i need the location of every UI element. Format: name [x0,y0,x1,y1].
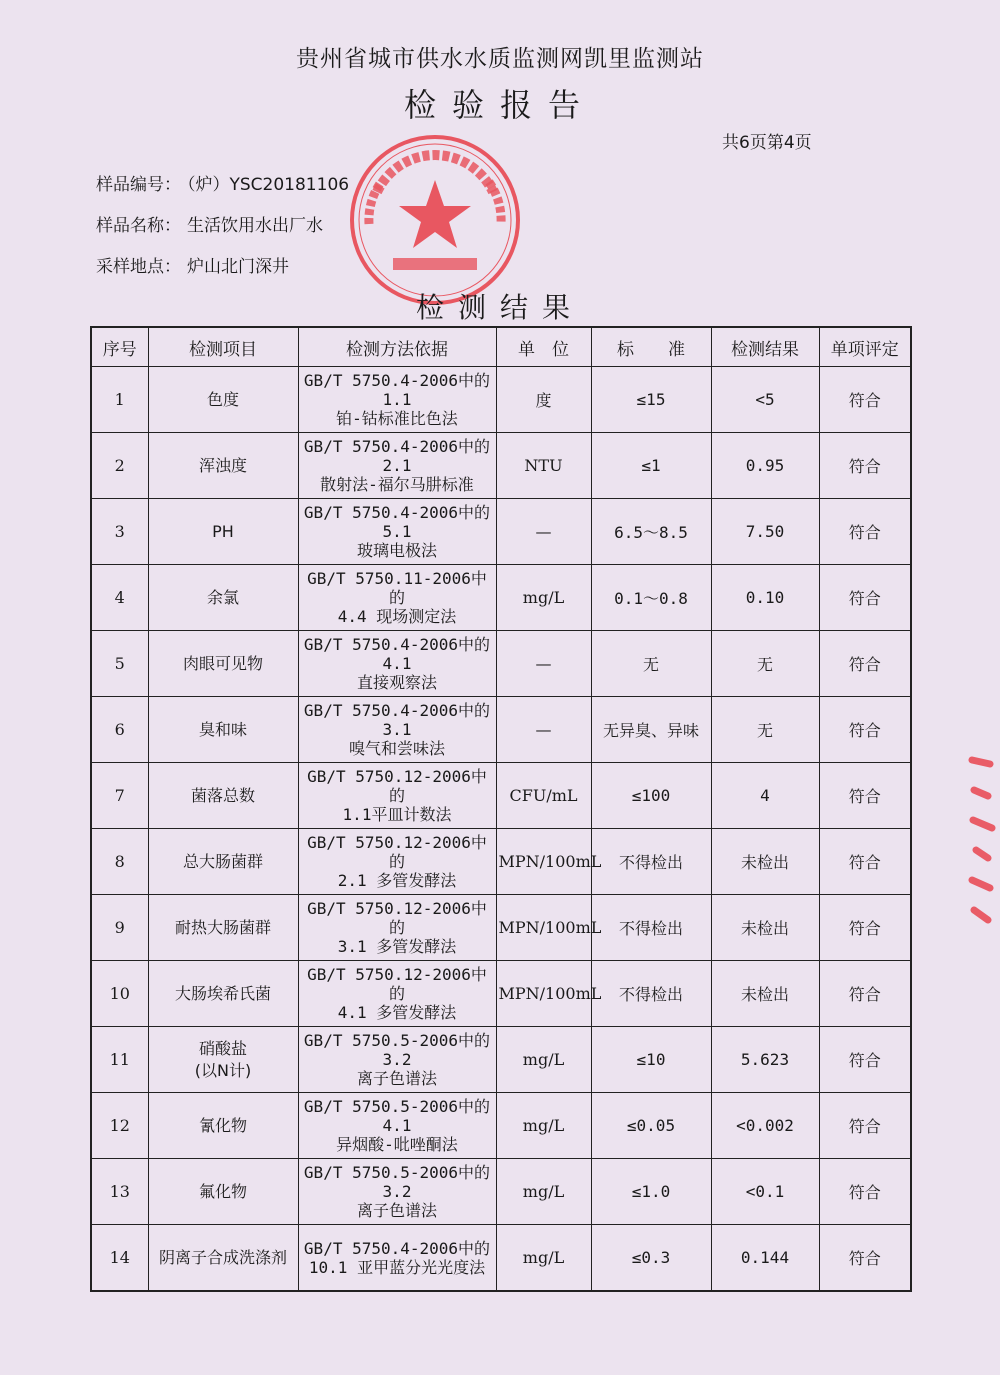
cell-result: 未检出 [711,895,819,961]
cell-method-line: GB/T 5750.11-2006中的 [307,569,487,607]
cell-unit: MPN/100mL [496,895,591,961]
cell-no: 3 [91,499,148,565]
cell-evaluation: 符合 [819,829,911,895]
cell-item [148,763,298,829]
col-header-unit: 单 位 [496,327,591,367]
cell-result: 无 [711,697,819,763]
cell-method [298,1027,496,1093]
cell-item-line: 臭和味 [198,719,247,739]
cell-result: <5 [711,367,819,433]
table-row [91,1093,911,1159]
cell-method [298,895,496,961]
cell-method-line: GB/T 5750.5-2006中的3.2 [303,1031,491,1069]
sample-location-value: 炉山北门深井 [187,257,289,277]
cell-item-line: 余氯 [206,587,239,607]
table-row [91,499,911,565]
cell-method [298,1159,496,1225]
cell-method-line: 4.1 多管发酵法 [337,1003,457,1022]
cell-evaluation: 符合 [819,1027,911,1093]
sample-id-line [96,170,349,195]
cell-standard: ≤1 [591,433,711,499]
cell-method-line: 嗅气和尝味法 [348,739,445,758]
cell-unit: 度 [496,367,591,433]
cell-item-line: (以N计) [194,1060,252,1080]
cell-item-line: 硝酸盐 [198,1038,247,1058]
cell-item [148,1093,298,1159]
sample-name-value: 生活饮用水出厂水 [187,216,323,236]
cell-standard: 无 [591,631,711,697]
cell-standard: 6.5～8.5 [591,499,711,565]
cell-item-line: 阴离子合成洗涤剂 [158,1247,287,1267]
cell-item [148,829,298,895]
cell-method [298,763,496,829]
cell-method-line: 3.1 多管发酵法 [337,937,457,956]
cell-evaluation: 符合 [819,961,911,1027]
cell-method-line: GB/T 5750.12-2006中的 [307,767,487,805]
cell-result: 4 [711,763,819,829]
cell-item-line: 氟化物 [198,1181,247,1201]
cell-method-line: GB/T 5750.12-2006中的 [307,899,487,937]
cell-item [148,367,298,433]
cell-method [298,1225,496,1292]
cell-standard: ≤10 [591,1027,711,1093]
table-row [91,1159,911,1225]
sample-location-line [96,252,289,277]
cell-item-line: PH [212,521,234,541]
cell-item [148,1159,298,1225]
sample-location-label: 采样地点： [96,257,181,277]
edge-stamp-icon [968,750,994,940]
cell-standard: ≤0.05 [591,1093,711,1159]
cell-item-line: 肉眼可见物 [182,653,263,673]
table-body [91,367,911,1292]
table-row [91,1225,911,1292]
cell-no: 9 [91,895,148,961]
cell-item [148,499,298,565]
cell-method-line: 4.4 现场测定法 [337,607,457,626]
cell-standard: ≤100 [591,763,711,829]
cell-method-line: 离子色谱法 [356,1069,437,1088]
cell-unit: mg/L [496,1225,591,1292]
cell-item [148,961,298,1027]
cell-method-line: GB/T 5750.4-2006中的4.1 [303,635,491,673]
cell-no: 11 [91,1027,148,1093]
col-header-evaluation: 单项评定 [819,327,911,367]
report-title: 检验报告 [403,86,596,124]
cell-method-line: 10.1 亚甲蓝分光光度法 [308,1257,486,1277]
cell-standard: ≤0.3 [591,1225,711,1292]
table-row [91,1027,911,1093]
results-table [90,326,912,1292]
cell-result: 未检出 [711,961,819,1027]
cell-method-line: GB/T 5750.12-2006中的 [307,965,487,1003]
col-header-standard: 标 准 [591,327,711,367]
cell-standard: ≤15 [591,367,711,433]
cell-method-line: 1.1平皿计数法 [342,805,452,824]
cell-method-line: GB/T 5750.4-2006中的5.1 [303,503,491,541]
cell-no: 7 [91,763,148,829]
cell-standard: ≤1.0 [591,1159,711,1225]
cell-no: 12 [91,1093,148,1159]
cell-no: 13 [91,1159,148,1225]
cell-evaluation: 符合 [819,895,911,961]
cell-item [148,565,298,631]
cell-method [298,565,496,631]
cell-unit: mg/L [496,1093,591,1159]
cell-standard: 不得检出 [591,961,711,1027]
cell-item [148,1027,298,1093]
cell-unit: MPN/100mL [496,961,591,1027]
official-seal-icon [347,132,523,308]
cell-evaluation: 符合 [819,367,911,433]
cell-item-line: 大肠埃希氏菌 [174,983,271,1003]
cell-unit: CFU/mL [496,763,591,829]
cell-method-line: GB/T 5750.4-2006中的3.1 [303,701,491,739]
cell-method-line: 散射法-福尔马肼标准 [320,475,474,494]
organization-title: 贵州省城市供水水质监测网凯里监测站 [296,46,704,72]
cell-method-line: 铂-钴标准比色法 [336,409,458,428]
cell-item [148,697,298,763]
cell-item-line: 总大肠菌群 [182,851,263,871]
sample-name-line [96,211,323,236]
cell-evaluation: 符合 [819,1225,911,1292]
cell-method-line: 玻璃电极法 [356,541,437,560]
cell-evaluation: 符合 [819,1093,911,1159]
cell-standard: 不得检出 [591,829,711,895]
sample-id-value: （炉）YSC20181106 [187,175,350,195]
table-row [91,895,911,961]
cell-item-line: 色度 [206,389,239,409]
cell-no: 4 [91,565,148,631]
cell-result: 0.10 [711,565,819,631]
cell-no: 2 [91,433,148,499]
cell-method-line: GB/T 5750.4-2006中的2.1 [303,437,491,475]
cell-method-line: GB/T 5750.5-2006中的3.2 [303,1163,491,1201]
cell-evaluation: 符合 [819,565,911,631]
table-row [91,367,911,433]
cell-item [148,631,298,697]
cell-method-line: GB/T 5750.4-2006中的 [303,1238,491,1258]
cell-result: 未检出 [711,829,819,895]
cell-item [148,895,298,961]
section-title: 检测结果 [415,291,584,324]
cell-result: <0.1 [711,1159,819,1225]
sample-id-label: 样品编号： [96,175,181,195]
cell-method [298,631,496,697]
cell-no: 5 [91,631,148,697]
cell-evaluation: 符合 [819,1159,911,1225]
cell-method-line: 异烟酸-吡唑酮法 [336,1135,458,1154]
cell-method-line: GB/T 5750.5-2006中的4.1 [303,1097,491,1135]
cell-item-line: 浑浊度 [198,455,247,475]
cell-result: <0.002 [711,1093,819,1159]
table-header-row [91,327,911,367]
col-header-result: 检测结果 [711,327,819,367]
table-row [91,961,911,1027]
table-row [91,829,911,895]
cell-result: 7.50 [711,499,819,565]
cell-no: 8 [91,829,148,895]
cell-method-line: 直接观察法 [356,673,437,692]
cell-method-line: 2.1 多管发酵法 [337,871,457,890]
cell-method [298,697,496,763]
cell-method [298,961,496,1027]
cell-standard: 不得检出 [591,895,711,961]
page-indicator: 共6页第4页 [722,133,812,153]
col-header-method: 检测方法依据 [298,327,496,367]
cell-evaluation: 符合 [819,631,911,697]
cell-method-line: 离子色谱法 [356,1201,437,1220]
cell-no: 1 [91,367,148,433]
table-row [91,631,911,697]
cell-unit: NTU [496,433,591,499]
table-row [91,763,911,829]
cell-unit: MPN/100mL [496,829,591,895]
cell-result: 5.623 [711,1027,819,1093]
cell-result: 0.95 [711,433,819,499]
cell-no: 6 [91,697,148,763]
sample-name-label: 样品名称： [96,216,181,236]
cell-no: 14 [91,1225,148,1292]
cell-evaluation: 符合 [819,433,911,499]
cell-evaluation: 符合 [819,499,911,565]
cell-standard: 无异臭、异味 [591,697,711,763]
cell-method [298,829,496,895]
cell-unit: — [496,697,591,763]
cell-evaluation: 符合 [819,763,911,829]
cell-no: 10 [91,961,148,1027]
cell-item-line: 耐热大肠菌群 [174,917,271,937]
cell-unit: mg/L [496,565,591,631]
cell-unit: — [496,499,591,565]
cell-unit: mg/L [496,1159,591,1225]
cell-method [298,367,496,433]
cell-result: 无 [711,631,819,697]
table-row [91,565,911,631]
cell-unit: — [496,631,591,697]
cell-item [148,433,298,499]
cell-method-line: GB/T 5750.12-2006中的 [307,833,487,871]
table-row [91,433,911,499]
cell-item [148,1225,298,1292]
col-header-item: 检测项目 [148,327,298,367]
cell-standard: 0.1～0.8 [591,565,711,631]
cell-evaluation: 符合 [819,697,911,763]
cell-method-line: GB/T 5750.4-2006中的1.1 [303,371,491,409]
col-header-no: 序号 [91,327,148,367]
cell-method [298,499,496,565]
table-row [91,697,911,763]
cell-method [298,1093,496,1159]
cell-method [298,433,496,499]
cell-item-line: 菌落总数 [190,785,255,805]
cell-result: 0.144 [711,1225,819,1292]
cell-unit: mg/L [496,1027,591,1093]
cell-item-line: 氰化物 [198,1115,247,1135]
